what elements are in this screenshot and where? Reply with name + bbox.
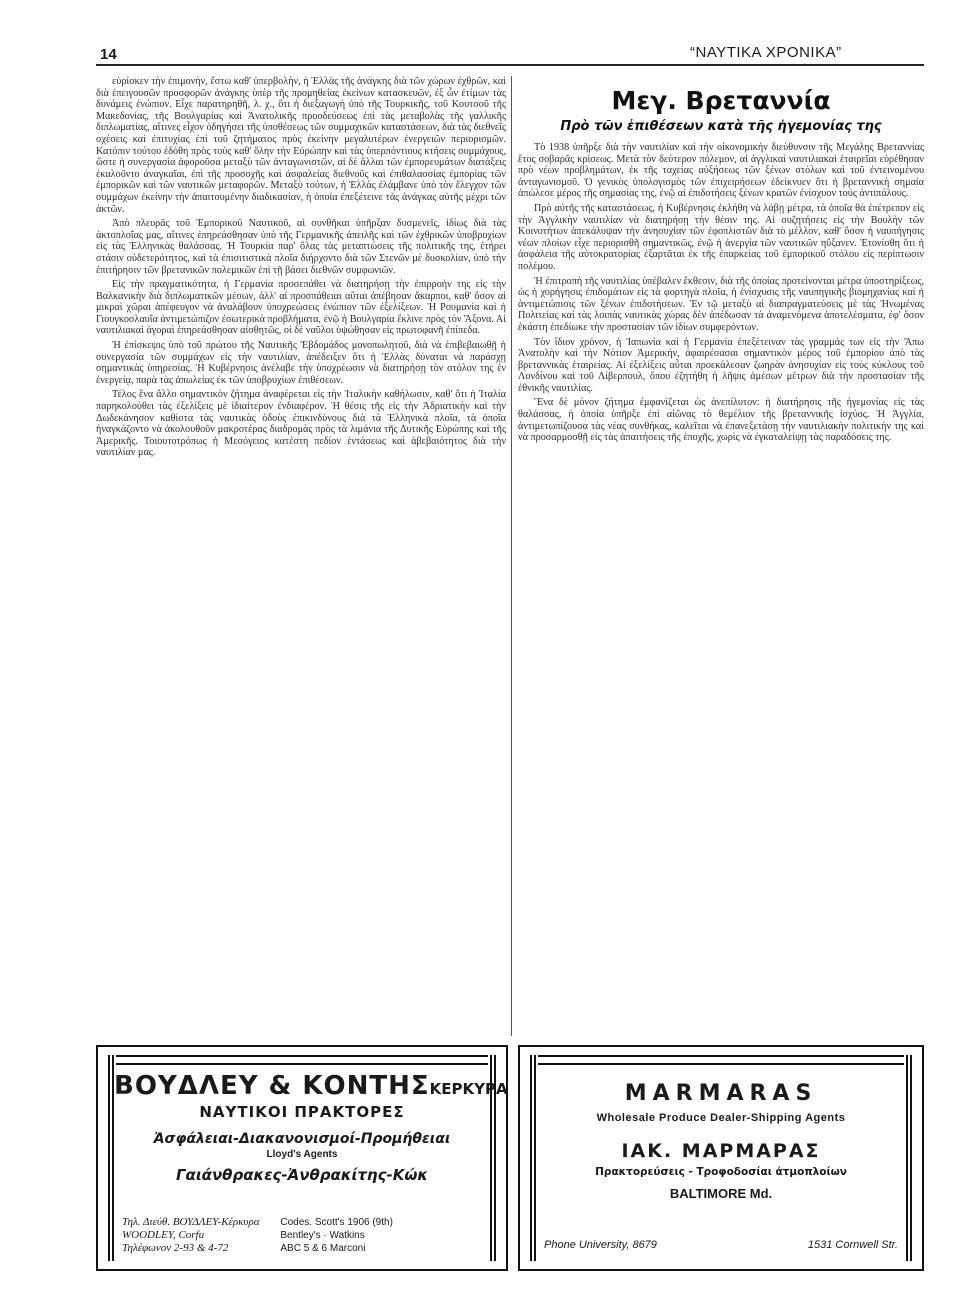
article-subtitle: Πρὸ τῶν ἐπιθέσεων κατὰ τῆς ἡγεμονίας της <box>560 119 882 134</box>
telegram-address: Τηλ. Διεύθ. ΒΟΥΔΛΕΥ-Κέρκυρα <box>122 1216 260 1228</box>
contact-left <box>122 1216 280 1255</box>
coal-line: Γαιάνθρακες-Ἀνθρακίτης-Κώκ <box>175 1166 429 1184</box>
column-divider <box>511 76 512 1036</box>
article-paragraph: Τὸ 1938 ὑπῆρξε διὰ τὴν ναυτιλίαν καὶ τὴν οἰκονομικὴν διεύθυνσιν τῆς Μεγάλης Βρεταννίας ἔτος σοβαρᾶς κρίσεως. Μετὰ τὸν δεύτερον πόλεμον, αἱ ἀγγλικαὶ ναυτιλιακαὶ ἑταιρεῖαι εὑρέθησαν πρὸ νέων προβλημάτων, ἐκ τῆς ταχείας αὐξήσεως τῶν ξένων στόλων καὶ τοῦ ἐντεινομένου ἀνταγωνισμοῦ. Ὁ γενικὸς ὑπολογισμὸς τῶν ἐπιχειρήσεων ἐδείκνυεν ὅτι ἡ βρεταννικὴ σημαία ἀπώλεσε μέρος τῆς σημασίας της, ἐνῷ αἱ ἐπιδοτήσεις ξένων κρατῶν ἐνίσχυον τοὺς ἀντιπάλους. <box>518 142 924 200</box>
company-city: ΚΕΡΚΥΡΑ <box>429 1080 508 1098</box>
lloyds-line: Lloyd's Agents <box>266 1149 338 1160</box>
article-paragraph: Ἕνα δὲ μόνον ζήτημα ἐμφανίζεται ὡς ἀνεπίλυτον: ἡ διατήρησις τῆς ἡγεμονίας εἰς τὰς θαλάσσας, ἡ ὁποία ὑπῆρξε ἐπὶ αἰῶνας τὸ θεμέλιον τῆς βρεταννικῆς ἰσχύος. Ἡ Ἀγγλία, ἀντιμετωπίζουσα τὰς νέας συνθήκας, καλεῖται νὰ ἐπανεξετάσῃ τὴν ναυτιλιακὴν πολιτικήν της καὶ νὰ προσαρμοσθῇ εἰς τὰς ἀπαιτήσεις τῆς ἐποχῆς, χωρὶς νὰ ἐγκαταλείψῃ τὰς παραδόσεις της. <box>518 397 924 444</box>
marmaras-greek-description: Πρακτορεύσεις - Τροφοδοσίαι ἀτμοπλοίων <box>595 1166 847 1178</box>
telegraph-codes: Codes. Scott's 1906 (9th) <box>280 1217 393 1228</box>
advertisement-vouthley <box>96 1045 508 1271</box>
right-column <box>518 76 924 1036</box>
marmaras-greek-name: ΙΑΚ. ΜΑΡΜΑΡΑΣ <box>621 1140 821 1162</box>
body-paragraph: Εἰς τὴν πραγματικότητα, ἡ Γερμανία προσεπάθει νὰ διατηρήσῃ τὴν ἐπιρροὴν της εἰς τὴν Βαλκανικὴν διὰ διπλωματικῶν μέσων, ἀλλ' αἱ προσπάθειαι αὕται ἀπέβησαν ἄκαρποι, καθ' ὅσον αἱ μικραὶ χῶραι ἀπέφευγον νὰ ἀναλάβουν ὑποχρεώσεις ἐνώπιον τῶν ἐξελίξεων. Ἡ Ρουμανία καὶ ἡ Γιουγκοσλαυΐα ἀντιμετώπιζον ἐσωτερικὰ προβλήματα, ἐνῷ ἡ Βουλγαρία ἔκλινε πρὸς τὸν Ἄξονα. Αἱ ναυτιλιακαὶ ἀγοραὶ ἐπηρεάσθησαν αἰσθητῶς, οἱ δὲ ναῦλοι ὑψώθησαν εἰς πρωτοφανῆ ἐπίπεδα. <box>96 279 506 337</box>
page-number: 14 <box>100 46 117 63</box>
phone-numbers: Τηλέφωνον 2-93 & 4-72 <box>122 1242 229 1254</box>
ad-border-frame <box>530 1055 912 1261</box>
company-subtitle: ΝΑΥΤΙΚΟΙ ΠΡΑΚΤΟΡΕΣ <box>199 1103 405 1121</box>
body-paragraph: Ἡ ἐπίσκεψις ὑπὸ τοῦ πρώτου τῆς Ναυτικῆς Ἑβδομάδος μονοπωλητοῦ, διὰ νὰ ἐπιβεβαιωθῇ ἡ συνεργασία τῶν συμμάχων εἰς τὴν ναυτιλίαν, ἀπέδειξεν ὅτι ἡ Ἑλλὰς δύναται νὰ παράσχῃ σημαντικὰς ὑπηρεσίας. Ἡ Κυβέρνησις ἀνέλαβε τὴν ὑποχρέωσιν νὰ διατηρήσῃ τὸν στόλον της ἐν ἐνεργείᾳ, παρὰ τὰς ἀπωλείας ἐκ τῶν ὑποβρυχίων ἐπιθέσεων. <box>96 340 506 386</box>
header-rule <box>96 64 924 66</box>
telegraph-codes: Bentley's · Watkins <box>280 1230 365 1241</box>
article-title: Μεγ. Βρεταννία <box>611 86 831 115</box>
telegram-address-latin: WOODLEY, Corfu <box>122 1229 205 1241</box>
marmaras-footer <box>544 1239 898 1251</box>
marmaras-title: MARMARAS <box>624 1081 818 1106</box>
company-name <box>114 1071 508 1101</box>
article-paragraph: Πρὸ αὐτῆς τῆς καταστάσεως, ἡ Κυβέρνησις ἐκλήθη νὰ λάβῃ μέτρα, τὰ ὁποῖα θὰ ἐπέτρεπον εἰς τὴν Ἀγγλικὴν ναυτιλίαν νὰ διατηρήσῃ τὴν θέσιν της. Αἱ συζητήσεις εἰς τὴν Βουλὴν τῶν Κοινοτήτων ἀπεκάλυψαν τὴν ἀνησυχίαν τῶν ἐφοπλιστῶν διὰ τὸ μέλλον, καθ' ὅσον ἡ ναυπήγησις νέων πλοίων εἶχε περιορισθῆ σημαντικῶς, ἐνῷ ἡ ἀνεργία τῶν ναυτικῶν ηὔξανεν. Ἐτονίσθη ὅτι ἡ ἀσφάλεια τῆς αὐτοκρατορίας ἐξαρτᾶται ἐκ τῆς ἐπαρκείας τοῦ ἐμπορικοῦ στόλου εἰς περίπτωσιν πολέμου. <box>518 202 924 272</box>
body-paragraph: Τέλος ἕνα ἄλλο σημαντικὸν ζήτημα ἀναφέρεται εἰς τὴν Ἰταλικὴν καθήλωσιν, καθ' ὅτι ἡ Ἰταλία παρηκολούθει τὰς ἐξελίξεις μὲ ἰδιαίτερον ἐνδιαφέρον. Ἡ θέσις τῆς εἰς τὴν Ἀδριατικὴν καὶ τὴν Δωδεκάνησον καθίστα τὰς ναυτικὰς ὁδοὺς ἐπικινδύνους διὰ τὰ Ἑλληνικὰ πλοῖα, τὰ ὁποῖα ἠναγκάζοντο νὰ ἀκολουθοῦν μακροτέρας διαδρομὰς πρὸς τὰ λιμάνια τῆς Δυτικῆς Εὐρώπης καὶ τῆς Ἀμερικῆς. Τοιουτοτρόπως ἡ Μεσόγειος κατέστη πεδίον ἐντάσεως καὶ ἀβεβαιότητος διὰ τὴν ναυτιλίαν μας. <box>96 389 506 459</box>
ad-border-frame <box>108 1055 508 1261</box>
marmaras-address: 1531 Cornwell Str. <box>807 1239 898 1251</box>
insurance-line: Ἀσφάλειαι-Διακανονισμοί-Προμήθειαι <box>153 1131 451 1147</box>
contact-block <box>122 1216 482 1255</box>
left-column <box>96 76 506 1036</box>
marmaras-phone: Phone University, 8679 <box>544 1239 657 1251</box>
article-paragraph: Τὸν ἴδιον χρόνον, ἡ Ἰαπωνία καὶ ἡ Γερμανία ἐπεξέτειναν τὰς γραμμάς των εἰς τὴν Ἄπω Ἀνατολὴν καὶ τὴν Νότιον Ἀμερικήν, ἀφαιρέσασαι σημαντικὸν μέρος τοῦ ἐμπορίου ἀπὸ τὰς βρεταννικὰς ἑταιρείας. Αἱ ἐξελίξεις αὗται προεκάλεσαν ζωηρὰν ἀνησυχίαν εἰς τοὺς κύκλους τοῦ Λονδίνου καὶ τοῦ Λίβερπουλ, ὅπου ἐζητήθη ἡ λῆψις ἀμέσων μέτρων διὰ τὴν προστασίαν τῆς ἐθνικῆς ναυτιλίας. <box>518 336 924 394</box>
marmaras-city: BALTIMORE Md. <box>669 1186 773 1201</box>
advertisement-marmaras <box>518 1045 924 1271</box>
marmaras-description: Wholesale Produce Dealer-Shipping Agents <box>596 1112 846 1124</box>
body-paragraph: εὑρίσκεν τὴν ἐπιμονὴν, ἔστω καθ' ὑπερβολὴν, ἡ Ἑλλὰς τῆς ἀνάγκης διὰ τῶν χώρων ἐχθρῶν, καὶ διὰ ἐπειγουσῶν προσφορῶν ἀνάγκης ὑπὲρ τῆς προμηθείας ἐκείνων κατασκευῶν, ἐξ ὧν ἐτίμων τὰς δυνάμεις ἐνώπιον. Εἶχε παρατηρηθῆ, λ. χ., ὅτι ἡ διεξαγωγὴ ὑπὸ τῆς Τουρκικῆς, τοῦ Κουτσοῦ τῆς Μακεδονίας, τῆς Βουλγαρίας καὶ Ἀνατολικῆς προοδεύσεως ἐπὶ τὰς μεταβολὰς τῆς γαλλικῆς διπλωματίας, αἵτινες εἶχον ὁδηγήσει τῆς ὑποθέσεως τῶν συμμαχικῶν καταστάσεων, διὰ τὰς διεθνεῖς σχέσεις καὶ ἐπιτυχίας ἐπὶ τοῦ ζητήματος πρὸς ἐκείνην μεγαλυτέρων ἐνεργειῶν περιορισμῶν. Κατόπιν τούτου ἐδόθη πρὸς τοὺς καθ' ὅλην τὴν Εὐρώπην καὶ τὰς ὑπερπόντιους κτήσεις συμμάχους, ὥστε ἡ συνεργασία ἀφοροῦσα μεταξὺ τῶν ἀνταγωνιστῶν, αἱ δὲ ἄλλαι τῶν ἐμπορευμάτων διατάξεις ἐκαλοῦντο ἀναγκαῖαι, ἐπὶ τῆς προσοχῆς καὶ ἀσφαλείας διεθνοῦς καὶ ἐπιθαλασσίας ἐμπορίας τῶν ἐμπορικῶν καὶ τῶν ναυτικῶν μεταφορῶν. Μεταξὺ τούτων, ἡ Ἑλλὰς ἐλάμβανε ὑπὸ τὸν ἔλεγχον τῶν συμμάχων ἐκείνην τὴν ἀπαιτουμένην διαδικασίαν, ἡ ὁποία ἐπεξέτεινε τὰς ἀνάγκας αὐτῆς μέχρι τῶν ἀκτῶν. <box>96 76 506 215</box>
company-name-text: ΒΟΥΔΛΕΥ & ΚΟΝΤΗΣ <box>114 1071 430 1101</box>
ad-top-rule <box>538 1055 904 1065</box>
article-paragraph: Ἡ ἐπιτροπὴ τῆς ναυτιλίας ὑπέβαλεν ἔκθεσιν, διὰ τῆς ὁποίας προτείνονται μέτρα ὑποστηρίξεως, ὡς ἡ χορήγησις ἐπιδομάτων εἰς τὰ φορτηγὰ πλοῖα, ἡ ἐνίσχυσις τῆς ναυπηγικῆς βιομηχανίας καὶ ἡ ἀντιμετώπισις τῶν ξένων ἐπιδοτήσεων. Ἐν τῷ μεταξὺ αἱ διαπραγματεύσεις μὲ τὰς Ἡνωμένας Πολιτείας καὶ τὰς λοιπὰς ναυτικὰς χώρας δὲν ἀπέδωσαν τὰ ἀναμενόμενα ἀποτελέσματα, ἐφ' ὅσον ἑκάστη ἐπεδίωκε τὴν προστασίαν τῶν ἰδίων συμφερόντων. <box>518 275 924 333</box>
ad-top-rule <box>116 1055 488 1065</box>
running-head: “ΝΑΥΤΙΚΑ ΧΡΟΝΙΚΑ” <box>690 44 842 61</box>
telegraph-codes: ABC 5 & 6 Marconi <box>280 1243 366 1254</box>
contact-right <box>280 1216 482 1255</box>
body-paragraph: Ἀπὸ πλευρᾶς τοῦ Ἐμπορικοῦ Ναυτικοῦ, αἱ συνθῆκαι ὑπῆρξαν δυσμενεῖς, ἰδίως διὰ τὰς ἀκτοπλοΐας μας, αἵτινες ἐπηρεάσθησαν ὑπὸ τῆς Γερμανικῆς ἀπειλῆς καὶ τῶν ἐχθρικῶν ὑποβρυχίων εἰς τὰς Ἑλληνικὰς θαλάσσας. Ἡ Τουρκία παρ' ὅλας τὰς μεταπτώσεις τῆς πολιτικῆς της, ἐτήρει στάσιν οὐδετερότητος, καὶ τὰ ἐπισιτιστικὰ πλοῖα διήρχοντο διὰ τῶν Στενῶν μὲ δυσκολίαν, ὑπὸ τὴν ἐπιτήρησιν τῶν βρετανικῶν πολεμικῶν ἐπὶ τῇ βάσει διεθνῶν συμφωνιῶν. <box>96 218 506 276</box>
